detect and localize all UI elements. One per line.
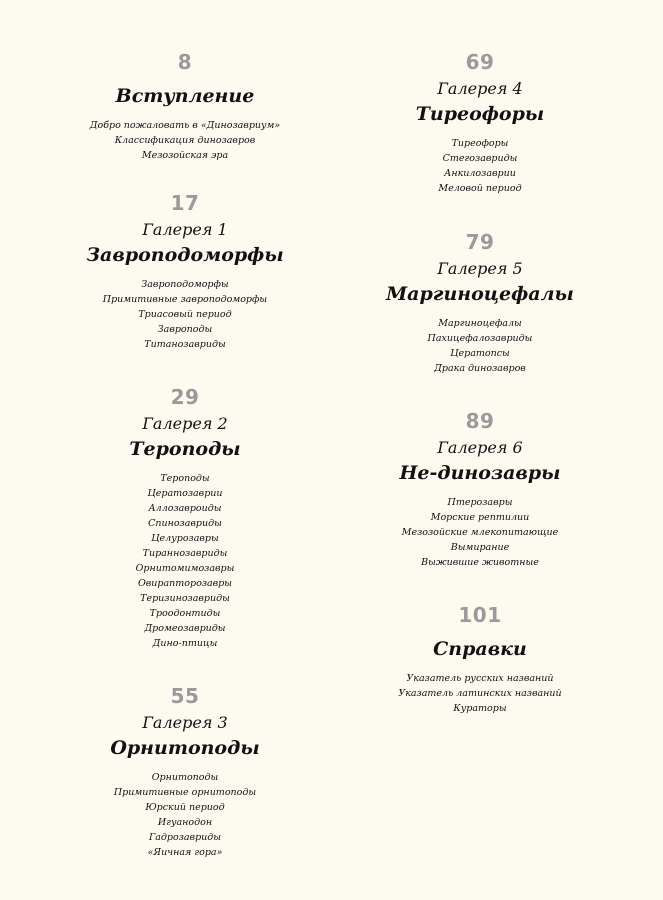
toc-section-references [350,603,610,716]
page-number: 101 [458,603,502,627]
toc-entry: Аллозавроиды [148,503,222,514]
toc-entry: Стегозавриды [442,153,518,164]
toc-entry: Орнитомимозавры [135,563,235,574]
toc-entry: Указатель русских названий [406,673,554,684]
toc-entry: Примитивные завроподоморфы [102,294,268,305]
toc-section-gallery-6 [350,409,610,570]
section-title: Тероподы [129,438,241,460]
entry-list [350,671,610,716]
toc-entry: Овирапторозавры [137,578,233,589]
section-title: Справки [433,638,527,660]
page-number: 89 [465,409,495,433]
toc-entry: Выжившие животные [421,557,539,568]
toc-section-gallery-2 [55,385,315,651]
gallery-label: Галерея 3 [142,713,228,732]
toc-entry: Игуанодон [157,817,213,828]
page-number: 17 [170,191,200,215]
toc-entry: Тиреофоры [451,138,509,149]
toc-section-gallery-4 [350,50,610,196]
toc-entry: Вымирание [450,542,510,553]
entry-list [350,495,610,570]
gallery-label: Галерея 1 [142,220,228,239]
toc-entry: Кураторы [453,703,507,714]
section-title: Не-динозавры [399,462,561,484]
section-title: Тиреофоры [415,103,545,125]
page-number: 55 [170,684,200,708]
toc-section-gallery-3 [55,684,315,860]
toc-entry: «Яичная гора» [147,847,223,858]
section-title: Вступление [115,85,255,107]
entry-list [350,316,610,376]
section-title: Завроподоморфы [86,244,284,266]
toc-entry: Мезозойская эра [141,150,229,161]
toc-entry: Мезозойские млекопитающие [401,527,559,538]
entry-list [55,770,315,860]
toc-entry: Тираннозавриды [142,548,228,559]
entry-list [55,471,315,651]
toc-entry: Дромеозавриды [144,623,226,634]
gallery-label: Галерея 6 [437,438,523,457]
section-title: Маргиноцефалы [386,283,574,305]
toc-entry: Меловой период [438,183,522,194]
toc-entry: Морские рептилии [430,512,530,523]
toc-section-gallery-1 [55,191,315,352]
toc-entry: Спинозавриды [148,518,222,529]
toc-entry: Тероподы [160,473,210,484]
toc-entry: Дино-птицы [152,638,218,649]
gallery-label: Галерея 4 [437,79,523,98]
section-title: Орнитоподы [110,737,260,759]
toc-entry: Теризинозавриды [140,593,230,604]
gallery-label: Галерея 2 [142,414,228,433]
toc-entry: Маргиноцефалы [438,318,522,329]
toc-entry: Титанозавриды [144,339,226,350]
toc-entry: Целурозавры [151,533,219,544]
toc-entry: Завроподы [157,324,213,335]
toc-section-introduction [55,50,315,163]
page-number: 79 [465,230,495,254]
toc-entry: Классификация динозавров [114,135,256,146]
toc-entry: Драка динозавров [434,363,526,374]
toc-entry: Завроподоморфы [141,279,229,290]
toc-entry: Триасовый период [138,309,232,320]
toc-entry: Добро пожаловать в «Динозавриум» [89,120,281,131]
toc-entry: Гадрозавриды [148,832,222,843]
toc-entry: Пахицефалозавриды [427,333,533,344]
toc-entry: Птерозавры [447,497,513,508]
toc-entry: Орнитоподы [151,772,219,783]
gallery-label: Галерея 5 [437,259,523,278]
toc-entry: Указатель латинских названий [398,688,562,699]
toc-entry: Цератопсы [450,348,510,359]
page-number: 8 [177,50,193,74]
entry-list [55,277,315,352]
entry-list [55,118,315,163]
entry-list [350,136,610,196]
toc-entry: Юрский период [145,802,225,813]
toc-section-gallery-5 [350,230,610,376]
page-number: 69 [465,50,495,74]
toc-entry: Анкилозаврии [444,168,516,179]
page-number: 29 [170,385,200,409]
toc-entry: Троодонтиды [149,608,221,619]
toc-entry: Цератозаврии [147,488,223,499]
toc-entry: Примитивные орнитоподы [113,787,257,798]
